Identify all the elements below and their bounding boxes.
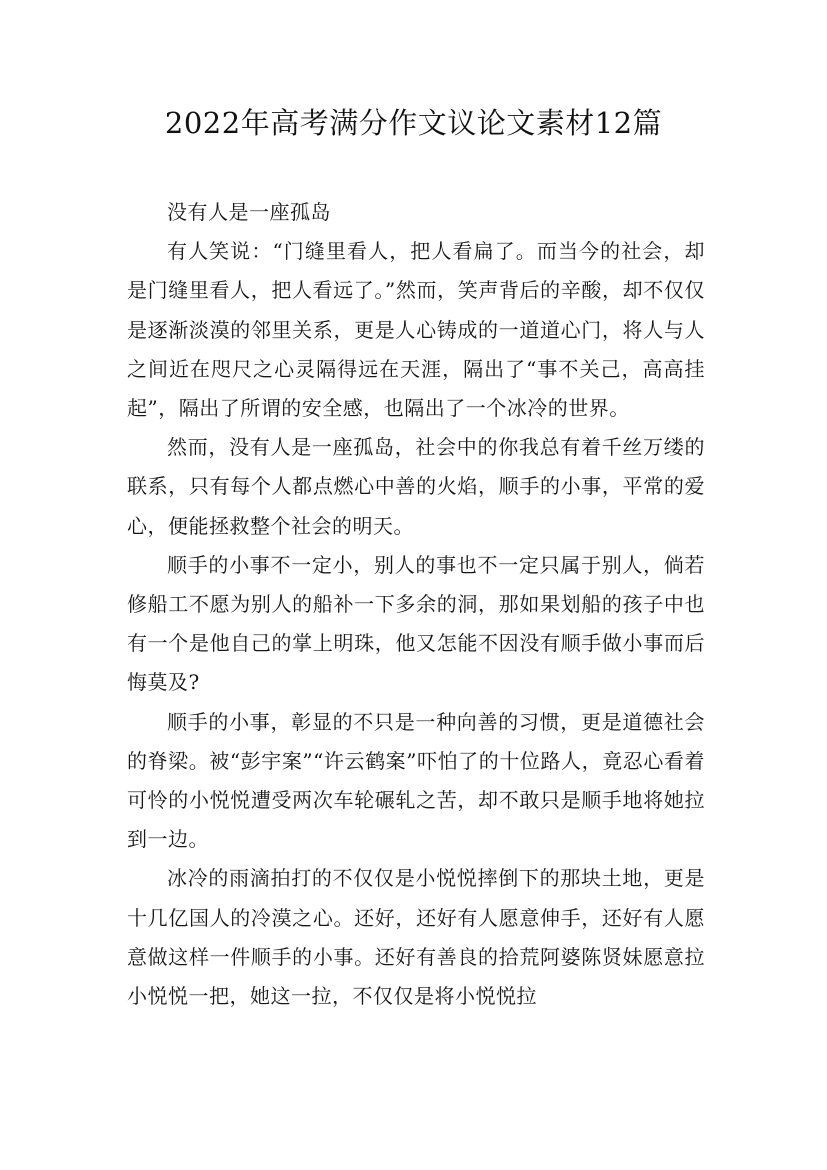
- section-subheading: 没有人是一座孤岛: [167, 200, 331, 224]
- paragraph-4: 顺手的小事，彰显的不只是一种向善的习惯，更是道德社会的脊梁。被“彭宇案”“许云鹤案”吓怕了的十位路人，竟忍心看着可怜的小悦悦遭受两次车轮碾轧之苦，却不敢只是顺手地将她拉到一边。: [127, 709, 705, 852]
- document-body: [127, 193, 705, 1016]
- document-title: 2022年高考满分作文议论文素材12篇: [164, 106, 663, 140]
- paragraph-5: 冰冷的雨滴拍打的不仅仅是小悦悦摔倒下的那块土地，更是十几亿国人的冷漠之心。还好，还好有人愿意伸手，还好有人愿意做这样一件顺手的小事。还好有善良的拾荒阿婆陈贤妹愿意拉小悦悦一把，她这一拉，不仅仅是将小悦悦拉: [127, 866, 705, 1009]
- paragraph-3: 顺手的小事不一定小，别人的事也不一定只属于别人，倘若修船工不愿为别人的船补一下多余的洞，那如果划船的孩子中也有一个是他自己的掌上明珠，他又怎能不因没有顺手做小事而后悔莫及?: [127, 552, 705, 695]
- paragraph-1: 有人笑说：“门缝里看人，把人看扁了。而当今的社会，却是门缝里看人，把人看远了。”然而，笑声背后的辛酸，却不仅仅是逐渐淡漠的邻里关系，更是人心铸成的一道道心门，将人与人之间近在咫尺之心灵隔得远在天涯，隔出了“事不关己，高高挂起”，隔出了所谓的安全感，也隔出了一个冰冷的世界。: [127, 239, 705, 421]
- paragraph-2: 然而，没有人是一座孤岛，社会中的你我总有着千丝万缕的联系，只有每个人都点燃心中善的火焰，顺手的小事，平常的爱心，便能拯救整个社会的明天。: [127, 435, 705, 538]
